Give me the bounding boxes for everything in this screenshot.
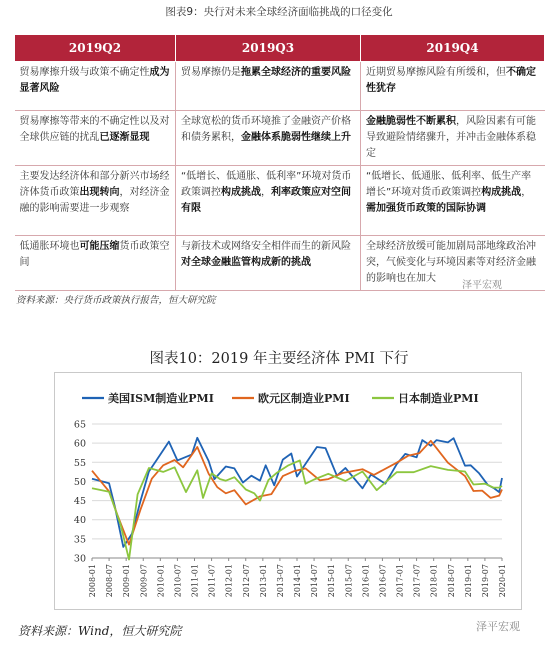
emphasis-text: 金融脆弱性不断累积 [366, 116, 456, 127]
table-cell [176, 111, 361, 166]
emphasis-text: 构成挑战 [481, 187, 522, 198]
x-tick-label: 2016-07 [378, 564, 388, 598]
x-tick-label: 2008-07 [105, 564, 115, 598]
x-tick-label: 2012-01 [224, 564, 234, 598]
table-cell [176, 236, 361, 291]
x-tick-label: 2013-01 [258, 564, 268, 598]
table-cell [15, 111, 176, 166]
y-tick-label: 50 [73, 476, 86, 488]
x-tick-label: 2015-01 [327, 564, 337, 598]
cell-text: 全球经济放缓可能加剧局部地缘政治冲突，气候变化与环境因素等对经济金融的影响也在加大 [366, 241, 536, 284]
table9-header-q2: 2019Q2 [15, 35, 176, 62]
x-tick-label: 2014-01 [293, 564, 302, 598]
chart-grid [92, 424, 502, 558]
emphasis-text: 出现转向 [79, 187, 120, 198]
emphasis-text: 构成挑战 [221, 187, 261, 198]
emphasis-text: 成为显著风险 [19, 67, 170, 94]
x-tick-label: 2012-07 [241, 564, 251, 598]
x-tick-label: 2009-01 [122, 564, 132, 598]
table-cell [176, 62, 361, 111]
x-tick-label: 2017-07 [412, 564, 422, 598]
cell-text: 贸易摩擦等带来的不确定性以及对全球供应链的扰乱 [19, 116, 170, 143]
table9 [14, 34, 545, 291]
y-tick-label: 55 [73, 457, 86, 469]
legend-label: 日本制造业PMI [398, 392, 479, 405]
table9-header-q4: 2019Q4 [361, 35, 545, 62]
cell-text: “低增长、低通胀、低利率”环境对货币政策调控 [181, 171, 352, 198]
chart-legend [82, 391, 479, 405]
cell-text: 低通胀环境也 [19, 241, 80, 252]
chart-source: 资料来源：Wind，恒大研究院 [18, 624, 182, 638]
y-tick-label: 45 [73, 496, 86, 508]
emphasis-text: 利率政策应对空间有限 [181, 187, 351, 214]
x-tick-label: 2008-01 [88, 564, 97, 598]
series-line-2 [92, 441, 502, 545]
watermark: 泽平宏观 [462, 280, 502, 291]
y-tick-label: 65 [73, 419, 86, 431]
x-tick-label: 2011-01 [190, 564, 200, 598]
table-cell [361, 111, 545, 166]
x-axis [88, 558, 507, 597]
chart-title: 图表10：2019 年主要经济体 PMI 下行 [149, 351, 409, 367]
cell-text: “低增长、低通胀、低利率、低生产率增长”环境对货币政策调控 [366, 171, 532, 198]
table-cell [361, 236, 545, 291]
x-tick-label: 2014-07 [310, 564, 320, 598]
cell-text: ， [261, 187, 271, 198]
cell-text: ，风险因素有可能导致避险情绪骤升，并冲击金融体系稳定 [366, 116, 536, 159]
x-tick-label: 2010-07 [173, 564, 183, 598]
table-cell [15, 166, 176, 236]
table-cell [15, 62, 176, 111]
pmi-line-chart [0, 372, 558, 612]
emphasis-text: 需加强货币政策的国际协调 [366, 203, 486, 214]
x-tick-label: 2015-07 [344, 564, 354, 598]
table9-title: 图表9：央行对未来全球经济面临挑战的口径变化 [165, 6, 393, 18]
x-tick-label: 2017-01 [395, 564, 405, 598]
x-tick-label: 2018-07 [446, 564, 456, 598]
table9-body [15, 62, 545, 291]
cell-text: 近期贸易摩擦风险有所缓和，但 [366, 67, 506, 78]
chart-series [92, 438, 502, 560]
table-cell [361, 62, 545, 111]
emphasis-text: 不确定性犹存 [366, 67, 536, 94]
x-tick-label: 2013-07 [275, 564, 285, 598]
table-cell [361, 166, 545, 236]
cell-text: 贸易摩擦仍是 [181, 67, 241, 78]
y-tick-label: 40 [73, 515, 86, 527]
y-axis [74, 420, 86, 565]
table-row [15, 62, 545, 111]
y-tick-label: 30 [73, 553, 86, 565]
legend-label: 美国ISM制造业PMI [108, 392, 214, 405]
table9-header-q3: 2019Q3 [176, 35, 361, 62]
emphasis-text: 金融体系脆弱性继续上升 [241, 132, 351, 143]
x-tick-label: 2016-01 [361, 564, 371, 598]
cell-text: 与新技术或网络安全相伴而生的新风险 [181, 241, 351, 252]
table-row [15, 111, 545, 166]
table-row [15, 166, 545, 236]
cell-text: 贸易摩擦升级与政策不确定性 [19, 67, 150, 78]
emphasis-text: 已逐渐显现 [99, 132, 150, 143]
emphasis-text: 对全球金融监管构成新的挑战 [181, 257, 311, 268]
cell-text: ， [521, 187, 532, 198]
cell-text: 主要发达经济体和部分新兴市场经济体货币政策 [19, 171, 170, 198]
cell-text: 全球宽松的货币环境推了金融资产价格和债务累积， [181, 116, 351, 143]
x-tick-label: 2010-01 [156, 564, 166, 598]
x-tick-label: 2019-07 [480, 564, 490, 598]
cell-text: 货币政策空间 [19, 241, 170, 268]
table-cell [15, 236, 176, 291]
table-cell [176, 166, 361, 236]
legend-label: 欧元区制造业PMI [258, 392, 350, 405]
emphasis-text: 拖累全球经济的重要风险 [241, 67, 351, 78]
watermark-bottom: 泽平宏观 [476, 620, 520, 633]
table9-source: 资料来源：央行货币政策执行报告，恒大研究院 [16, 295, 216, 306]
x-tick-label: 2018-01 [429, 564, 439, 598]
y-tick-label: 60 [73, 438, 86, 450]
x-tick-label: 2009-07 [139, 564, 149, 598]
x-tick-label: 2019-01 [463, 564, 473, 598]
x-tick-label: 2011-07 [207, 564, 217, 598]
x-tick-label: 2020-01 [498, 564, 507, 598]
y-tick-label: 35 [73, 534, 86, 546]
cell-text: ，对经济金融的影响需要进一步观察 [19, 187, 170, 214]
emphasis-text: 可能压缩 [79, 241, 120, 252]
